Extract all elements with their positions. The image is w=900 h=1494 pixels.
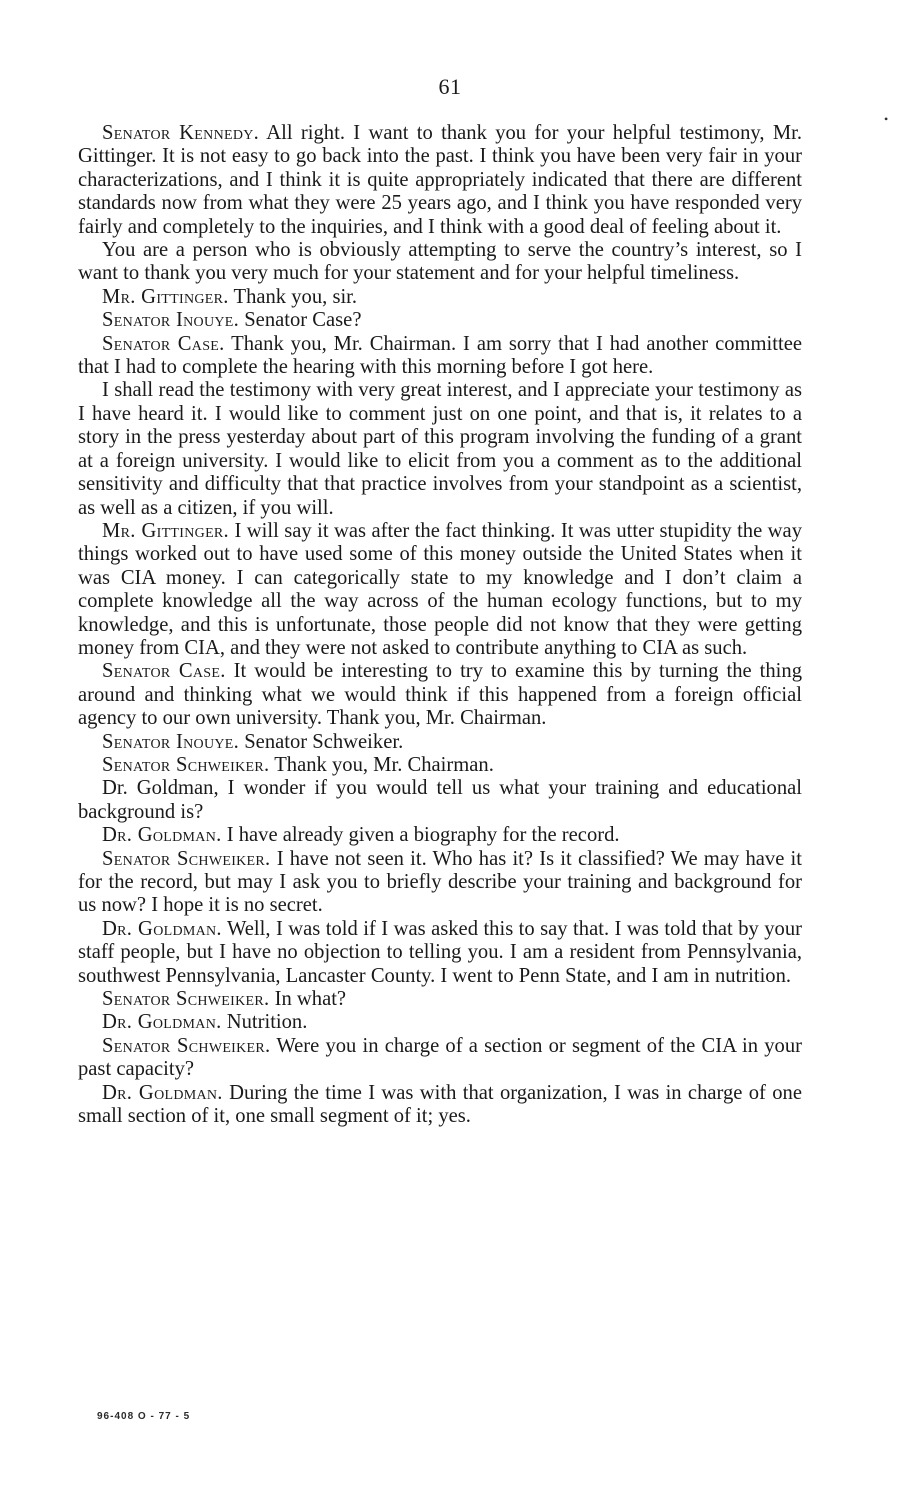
transcript-body	[78, 122, 802, 1128]
speaker-name: Dr. Goldman.	[102, 917, 222, 940]
speaker-name: Senator Kennedy.	[102, 122, 260, 144]
paragraph-text: I will say it was after the fact thinking. It was utter stupidity the way things worked out to have used some of this money outside the United States when it was CIA money. I can categorically state to my knowledge and I don’t claim a complete knowledge all the way across of the human ecology functions, but to my knowledge, and this is unfortunate, those people did not know that they were getting money from CIA, and they were not asked to contribute anything to CIA as such.	[78, 519, 802, 659]
paragraph-text: Dr. Goldman, I wonder if you would tell us what your training and educational background is?	[78, 777, 802, 823]
paragraph-text: It would be interesting to try to examine this by turning the thing around and thinking what we would think if this happened from a foreign official agency to our own university. Thank you, Mr. Chairman.	[78, 660, 802, 730]
speaker-name: Mr. Gittinger.	[102, 519, 230, 542]
paragraph-text: Thank you, sir.	[228, 285, 358, 308]
paragraph-text: Were you in charge of a section or segment of the CIA in your past capacity?	[78, 1034, 802, 1081]
paragraph	[78, 754, 802, 777]
paragraph	[78, 777, 802, 824]
paragraph	[78, 520, 802, 660]
speaker-name: Dr. Goldman.	[102, 1011, 222, 1034]
paragraph	[78, 122, 802, 239]
paragraph	[78, 848, 802, 918]
paragraph	[78, 731, 802, 754]
paragraph-text: Senator Schweiker.	[239, 730, 404, 753]
paragraph-text: Nutrition.	[221, 1011, 308, 1034]
speaker-name: Senator Case.	[102, 332, 225, 355]
speaker-name: Senator Schweiker.	[102, 847, 271, 870]
speaker-name: Senator Inouye.	[102, 309, 240, 332]
paragraph	[78, 286, 802, 309]
speaker-name: Dr. Goldman.	[102, 824, 222, 847]
paragraph-text: You are a person who is obviously attempting to serve the country’s interest, so I want to thank you very much for your statement and for your helpful timeliness.	[78, 239, 802, 285]
page-number: 61	[438, 74, 462, 99]
speaker-name: Senator Schweiker.	[102, 1034, 271, 1057]
paragraph	[78, 918, 802, 988]
stray-mark: •	[884, 112, 889, 126]
speaker-name: Mr. Gittinger.	[102, 285, 229, 308]
paragraph-text: I have already given a biography for the record.	[221, 824, 620, 847]
paragraph	[78, 1035, 802, 1082]
paragraph	[78, 1011, 802, 1034]
speaker-name: Senator Schweiker.	[102, 753, 270, 776]
paragraph-text: All right. I want to thank you for your helpful testimony, Mr. Gittinger. It is not easy to go back into the past. I think you have been very fair in your characterizations, and I think it is quite appropriately indicated that there are different standards now from what they were 25 years ago, and I think you have responded very fairly and completely to the inquiries, and I think with a good deal of feeling about it.	[78, 122, 802, 238]
speaker-name: Senator Schweiker.	[102, 988, 270, 1011]
speaker-name: Senator Inouye.	[102, 730, 240, 753]
paragraph-text: I shall read the testimony with very great interest, and I appreciate your testimony as I have heard it. I would like to comment just on one point, and that is, it relates to a story in the press yesterday about part of this program involving the funding of a grant at a foreign university. I would like to elicit from you a comment as to the additional sensitivity and difficulty that that practice involves from your standpoint as a scientist, as well as a citizen, if you will.	[78, 379, 802, 519]
paragraph	[78, 333, 802, 380]
paragraph	[78, 988, 802, 1011]
paragraph-text: Well, I was told if I was asked this to say that. I was told that by your staff people, but I have no objection to telling you. I am a resident from Pennsylvania, southwest Pennsylvania, Lancaster County. I went to Penn State, and I am in nutrition.	[78, 917, 802, 987]
paragraph	[78, 824, 802, 847]
paragraph	[78, 660, 802, 730]
paragraph	[78, 309, 802, 332]
speaker-name: Dr. Goldman.	[102, 1081, 223, 1104]
paragraph	[78, 379, 802, 519]
paragraph	[78, 1082, 802, 1129]
paragraph-text: Senator Case?	[239, 309, 362, 332]
speaker-name: Senator Case.	[102, 660, 226, 683]
paragraph-text: In what?	[269, 988, 347, 1011]
paragraph-text: I have not seen it. Who has it? Is it classified? We may have it for the record, but may I ask you to briefly describe your training and background for us now? I hope it is no secret.	[78, 847, 802, 917]
paragraph-text: During the time I was with that organization, I was in charge of one small section of it, one small segment of it; yes.	[78, 1081, 802, 1128]
print-job-code: 96-408 O - 77 - 5	[97, 1411, 191, 1422]
paragraph-text: Thank you, Mr. Chairman.	[269, 753, 494, 776]
paragraph	[78, 239, 802, 286]
paragraph-text: Thank you, Mr. Chairman. I am sorry that I had another committee that I had to complete the hearing with this morning before I got here.	[78, 332, 802, 379]
